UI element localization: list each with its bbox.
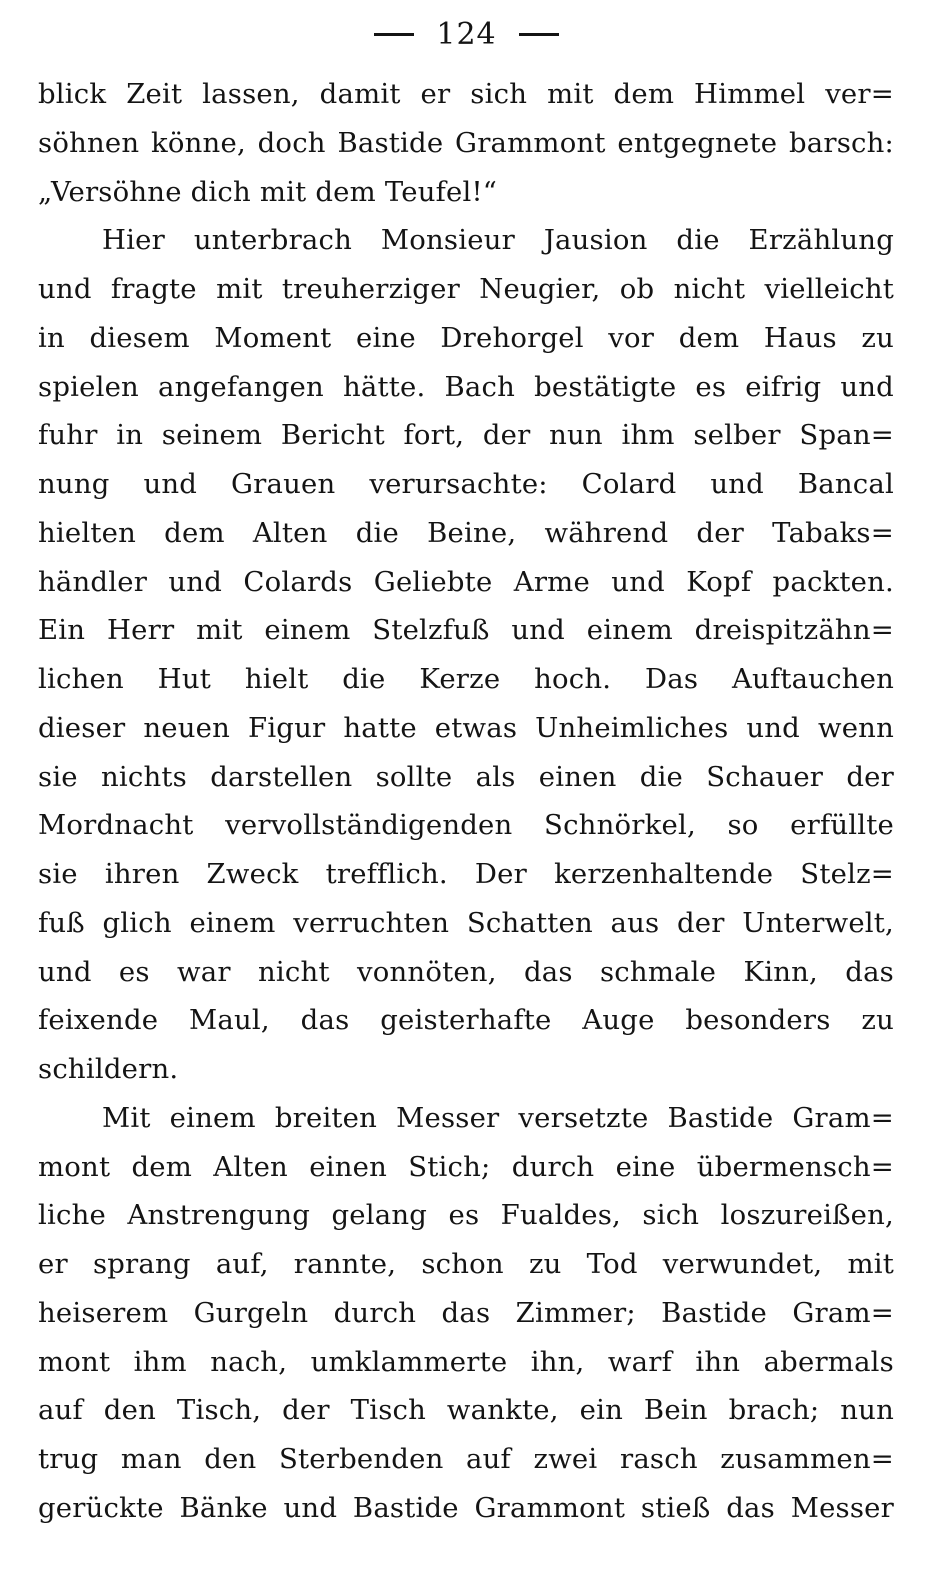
page-number: 124: [436, 16, 497, 52]
header-dash-left: [374, 33, 414, 36]
body-text: [38, 70, 894, 1533]
text-line: liche Anstrengung gelang es Fualdes, sich loszureißen,: [38, 1199, 894, 1232]
text-line: händler und Colards Geliebte Arme und Kopf packten.: [38, 565, 894, 598]
text-line: Ein Herr mit einem Stelzfuß und einem dreispitzähn=: [38, 614, 894, 647]
text-line: „Versöhne dich mit dem Teufel!“: [38, 175, 497, 208]
paragraph-start-line: Mit einem breiten Messer versetzte Bastide Gram=: [102, 1101, 894, 1134]
text-line: mont ihm nach, umklammerte ihn, warf ihn abermals: [38, 1345, 894, 1378]
text-line: Mordnacht vervollständigenden Schnörkel, so erfüllte: [38, 809, 894, 842]
text-line: söhnen könne, doch Bastide Grammont entgegnete barsch:: [38, 126, 894, 159]
text-line: dieser neuen Figur hatte etwas Unheimliches und wenn: [38, 711, 894, 744]
text-line: fuhr in seinem Bericht fort, der nun ihm selber Span=: [38, 419, 894, 452]
text-line: gerückte Bänke und Bastide Grammont stieß das Messer: [38, 1491, 894, 1524]
paragraph-start-line: Hier unterbrach Monsieur Jausion die Erzählung: [102, 224, 894, 257]
text-line: sie nichts darstellen sollte als einen die Schauer der: [38, 760, 894, 793]
text-line: schildern.: [38, 1053, 179, 1085]
text-line: hielten dem Alten die Beine, während der Tabaks=: [38, 516, 894, 549]
text-line: blick Zeit lassen, damit er sich mit dem Himmel ver=: [38, 78, 894, 110]
page-header: [0, 12, 933, 56]
text-line: er sprang auf, rannte, schon zu Tod verwundet, mit: [38, 1248, 894, 1280]
text-line: trug man den Sterbenden auf zwei rasch zusammen=: [38, 1443, 894, 1475]
text-line: mont dem Alten einen Stich; durch eine übermensch=: [38, 1150, 894, 1183]
text-line: sie ihren Zweck trefflich. Der kerzenhaltende Stelz=: [38, 858, 894, 890]
text-line: auf den Tisch, der Tisch wankte, ein Bein brach; nun: [38, 1394, 894, 1427]
text-line: spielen angefangen hätte. Bach bestätigte es eifrig und: [38, 370, 894, 403]
text-line: und fragte mit treuherziger Neugier, ob nicht vielleicht: [38, 273, 894, 305]
text-line: fuß glich einem verruchten Schatten aus der Unterwelt,: [38, 906, 894, 939]
header-dash-right: [519, 33, 559, 36]
text-line: nung und Grauen verursachte: Colard und Bancal: [38, 468, 894, 500]
text-line: lichen Hut hielt die Kerze hoch. Das Auftauchen: [38, 663, 894, 695]
text-line: und es war nicht vonnöten, das schmale Kinn, das: [38, 955, 894, 988]
text-line: feixende Maul, das geisterhafte Auge besonders zu: [38, 1004, 894, 1037]
text-line: in diesem Moment eine Drehorgel vor dem Haus zu: [38, 321, 894, 354]
text-line: heiserem Gurgeln durch das Zimmer; Bastide Gram=: [38, 1296, 894, 1329]
